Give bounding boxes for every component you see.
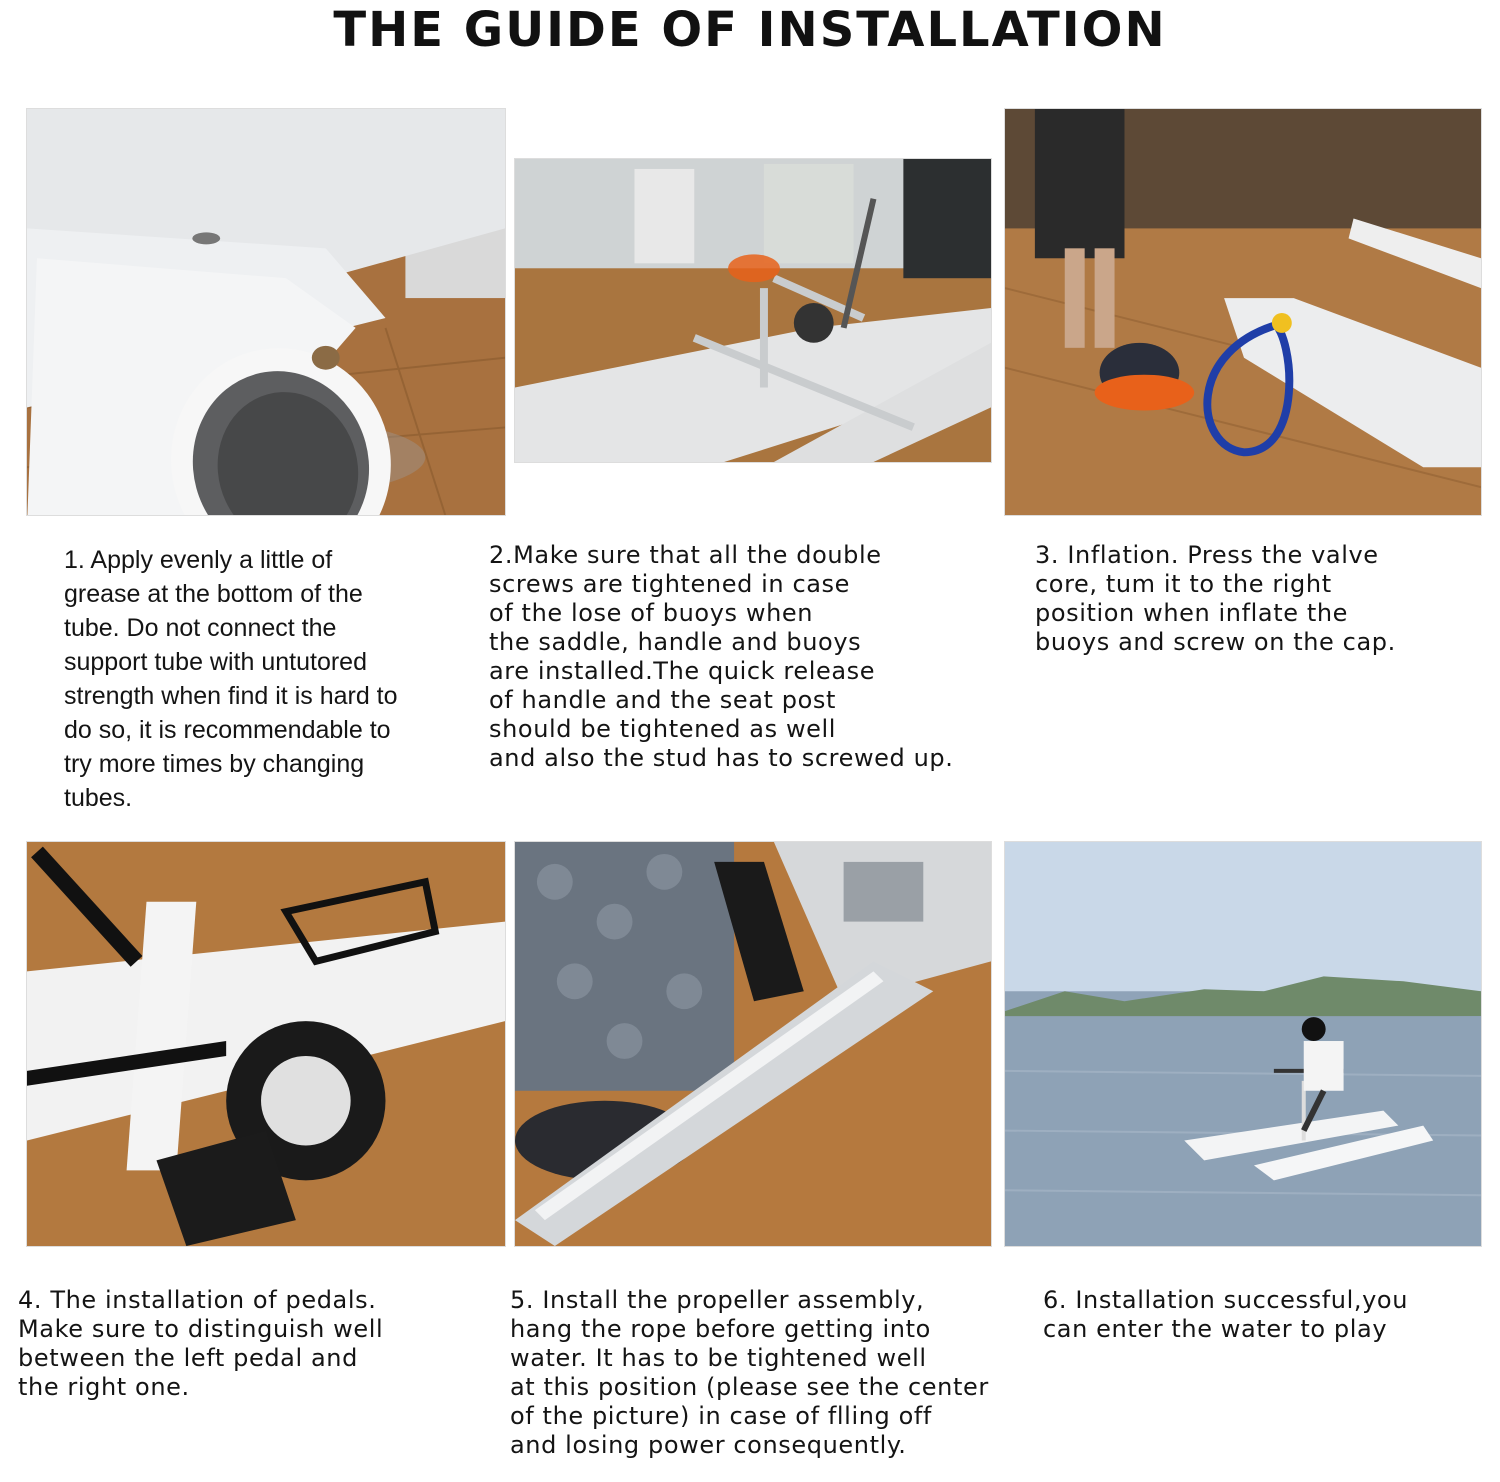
step-4-photo — [26, 841, 506, 1247]
step-3-caption: 3. Inflation. Press the valve core, tum it to the right position when inflate the buoys and screw on the cap. — [1035, 541, 1396, 656]
step-4-caption: 4. The installation of pedals. Make sure to distinguish well between the left pedal and the right one. — [18, 1286, 384, 1401]
step-3-photo — [1004, 108, 1482, 516]
step-5-photo — [514, 841, 992, 1247]
page-title: THE GUIDE OF INSTALLATION — [333, 2, 1167, 58]
step-2-caption: 2.Make sure that all the double screws are tightened in case of the lose of buoys when the saddle, handle and buoys are installed.The quick release of handle and the seat post should be tightened as well and also the stud has to screwed up. — [489, 541, 954, 772]
step-6-caption: 6. Installation successful,you can enter the water to play — [1043, 1286, 1409, 1343]
step-1-caption: 1. Apply evenly a little of grease at the bottom of the tube. Do not connect the support tube with untutored strength when find it is hard to do so, it is recommendable to try more times by changing tubes. — [64, 546, 398, 812]
step-1-photo — [26, 108, 506, 516]
step-5-caption: 5. Install the propeller assembly, hang the rope before getting into water. It has to be tightened well at this position (please see the center of the picture) in case of flling off and losing power consequently. — [510, 1286, 989, 1459]
step-6-photo — [1004, 841, 1482, 1247]
step-2-photo — [514, 158, 992, 463]
